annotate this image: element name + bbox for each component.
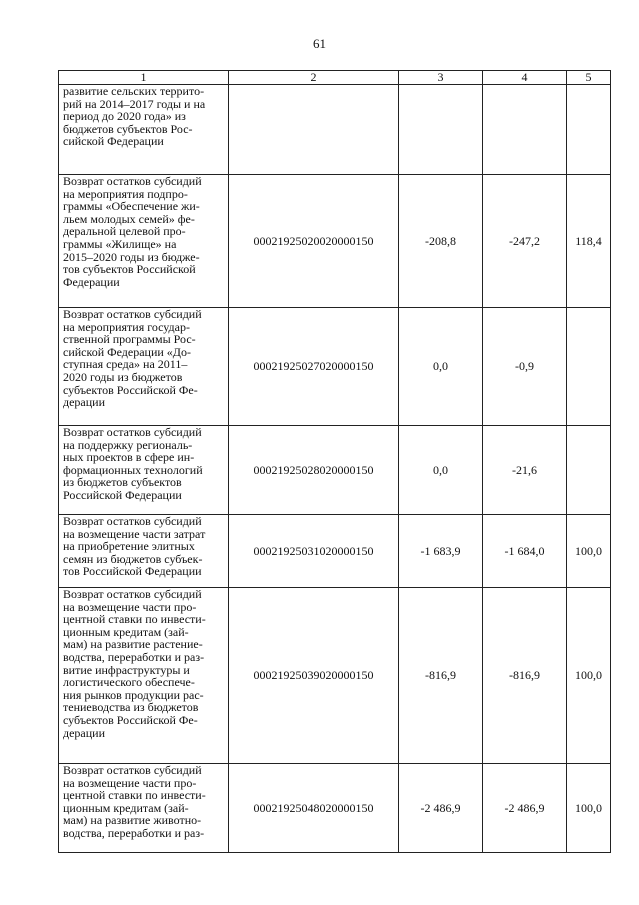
row-value-3: -2 486,9: [399, 764, 483, 853]
page-number: 61: [313, 36, 326, 51]
row-code: 00021925039020000150: [229, 588, 399, 764]
row-value-4: -1 684,0: [483, 515, 567, 588]
row-value-5: 118,4: [567, 175, 611, 308]
row-value-4: -816,9: [483, 588, 567, 764]
row-value-3: -816,9: [399, 588, 483, 764]
row-description: развитие сельских террито- рий на 2014–2017 годы и на период до 2020 года» из бюджетов субъектов Рос- сийской Федерации: [59, 85, 229, 175]
row-description: Возврат остатков субсидий на возмещение части про- центной ставки по инвести- ционным кредитам (зай- мам) на развитие растение- водства, переработки и раз- витие инфраструктуры и логистического обеспече- ния рынков продукции рас- тениеводства из бюджетов субъектов Российской Фе- дерации: [59, 588, 229, 764]
row-value-3: 0,0: [399, 426, 483, 515]
row-description: Возврат остатков субсидий на мероприятия подпро- граммы «Обеспечение жи- льем молодых семей» фе- деральной целевой про- граммы «Жилище» на 2015–2020 годы из бюдже- тов субъектов Российской Федерации: [59, 175, 229, 308]
row-value-5: 100,0: [567, 764, 611, 853]
row-description: Возврат остатков субсидий на возмещение части про- центной ставки по инвести- ционным кредитам (зай- мам) на развитие животно- водства, переработки и раз-: [59, 764, 229, 853]
column-header: 1: [59, 71, 229, 85]
table-row: [59, 308, 611, 426]
row-code: 00021925048020000150: [229, 764, 399, 853]
row-value-4: -0,9: [483, 308, 567, 426]
column-header: 4: [483, 71, 567, 85]
row-value-3: -1 683,9: [399, 515, 483, 588]
row-value-3: 0,0: [399, 308, 483, 426]
row-code: 00021925027020000150: [229, 308, 399, 426]
row-code: 00021925020020000150: [229, 175, 399, 308]
row-code: 00021925028020000150: [229, 426, 399, 515]
table-row: [59, 85, 611, 175]
row-code: [229, 85, 399, 175]
row-description: Возврат остатков субсидий на возмещение части затрат на приобретение элитных семян из бюджетов субъек- тов Российской Федерации: [59, 515, 229, 588]
row-description: Возврат остатков субсидий на мероприятия государ- ственной программы Рос- сийской Федерации «До- ступная среда» на 2011– 2020 годы из бюджетов субъектов Российской Фе- дерации: [59, 308, 229, 426]
row-value-5: [567, 426, 611, 515]
column-header: 2: [229, 71, 399, 85]
row-value-5: 100,0: [567, 515, 611, 588]
row-value-5: [567, 85, 611, 175]
column-header: 3: [399, 71, 483, 85]
table-row: [59, 764, 611, 853]
row-value-5: 100,0: [567, 588, 611, 764]
row-value-4: -2 486,9: [483, 764, 567, 853]
budget-table: [58, 70, 611, 853]
row-value-4: -247,2: [483, 175, 567, 308]
table-row: [59, 515, 611, 588]
row-code: 00021925031020000150: [229, 515, 399, 588]
row-value-3: -208,8: [399, 175, 483, 308]
row-value-3: [399, 85, 483, 175]
table-row: [59, 426, 611, 515]
row-description: Возврат остатков субсидий на поддержку региональ- ных проектов в сфере ин- формационных технологий из бюджетов субъектов Российской Федерации: [59, 426, 229, 515]
column-header: 5: [567, 71, 611, 85]
row-value-4: -21,6: [483, 426, 567, 515]
column-number-row: [59, 71, 611, 85]
table-row: [59, 175, 611, 308]
row-value-5: [567, 308, 611, 426]
row-value-4: [483, 85, 567, 175]
table-row: [59, 588, 611, 764]
